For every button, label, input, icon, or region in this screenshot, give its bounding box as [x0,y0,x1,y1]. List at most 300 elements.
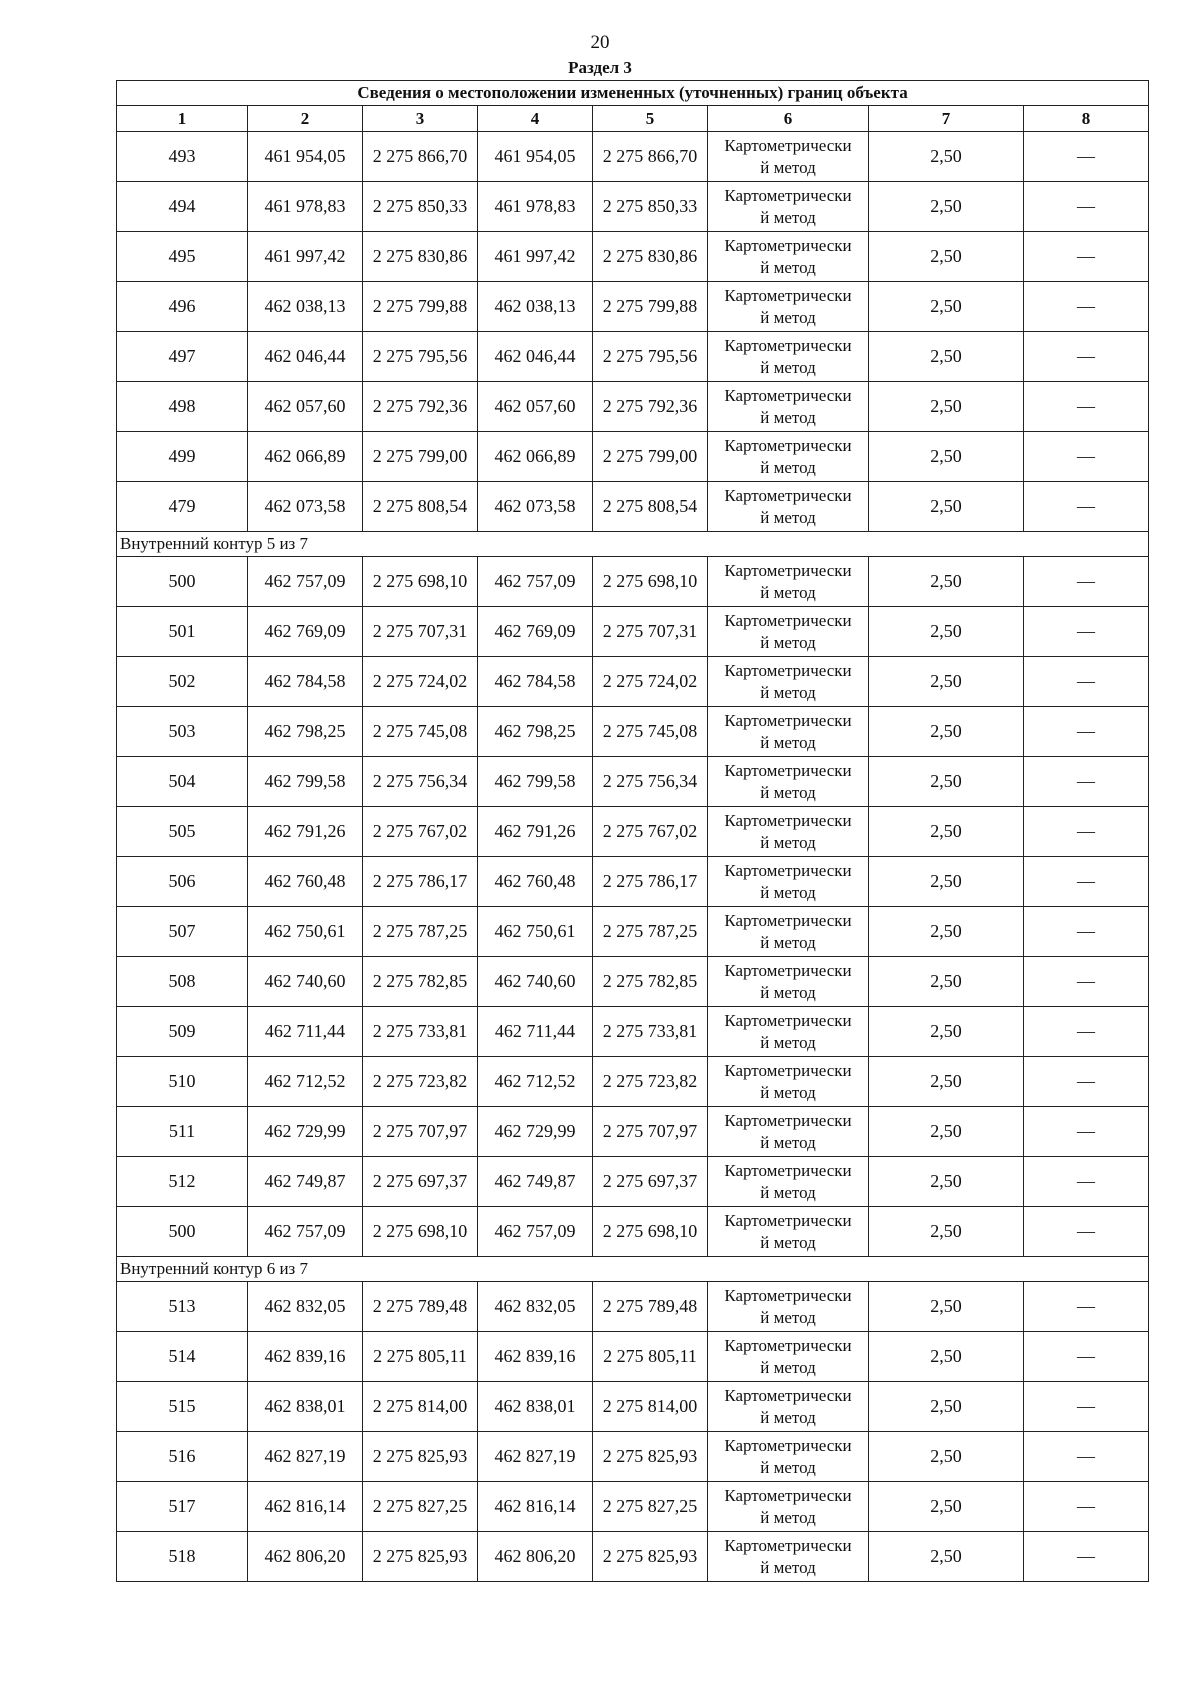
accuracy-cell: 2,50 [869,607,1024,657]
method-cell [708,657,869,707]
point-number-cell: 503 [117,707,248,757]
description-cell: — [1024,282,1149,332]
y-old-cell: 2 275 782,85 [363,957,478,1007]
method-cell [708,432,869,482]
description-cell: — [1024,1207,1149,1257]
y-old-cell: 2 275 756,34 [363,757,478,807]
table-row [117,707,1149,757]
y-old-cell: 2 275 799,00 [363,432,478,482]
method-cell [708,907,869,957]
method-text-line1: Картометрически [724,610,852,630]
method-cell [708,957,869,1007]
method-text-line2: й метод [760,1557,816,1577]
x-new-cell: 462 757,09 [478,557,593,607]
method-text-line1: Картометрически [724,485,852,505]
column-number-row [117,106,1149,132]
point-number-cell: 479 [117,482,248,532]
table-row [117,1207,1149,1257]
x-old-cell: 462 827,19 [248,1432,363,1482]
x-old-cell: 462 784,58 [248,657,363,707]
method-cell [708,857,869,907]
point-number-cell: 517 [117,1482,248,1532]
x-new-cell: 462 066,89 [478,432,593,482]
point-number-cell: 508 [117,957,248,1007]
table-row [117,907,1149,957]
x-new-cell: 462 769,09 [478,607,593,657]
method-text-line2: й метод [760,632,816,652]
method-text-line1: Картометрически [724,1160,852,1180]
method-text-line1: Картометрически [724,1210,852,1230]
accuracy-cell: 2,50 [869,1382,1024,1432]
point-number-cell: 496 [117,282,248,332]
accuracy-cell: 2,50 [869,907,1024,957]
x-old-cell: 462 838,01 [248,1382,363,1432]
table-row [117,1282,1149,1332]
table-row [117,957,1149,1007]
x-old-cell: 461 978,83 [248,182,363,232]
x-new-cell: 461 997,42 [478,232,593,282]
method-cell [708,1382,869,1432]
column-number: 8 [1024,106,1149,132]
description-cell: — [1024,957,1149,1007]
point-number-cell: 514 [117,1332,248,1382]
method-text-line1: Картометрически [724,960,852,980]
description-cell: — [1024,907,1149,957]
x-old-cell: 462 791,26 [248,807,363,857]
y-new-cell: 2 275 782,85 [593,957,708,1007]
x-old-cell: 462 816,14 [248,1482,363,1532]
description-cell: — [1024,807,1149,857]
method-cell [708,1207,869,1257]
accuracy-cell: 2,50 [869,1057,1024,1107]
x-old-cell: 462 757,09 [248,1207,363,1257]
y-new-cell: 2 275 805,11 [593,1332,708,1382]
point-number-cell: 501 [117,607,248,657]
method-cell [708,1057,869,1107]
accuracy-cell: 2,50 [869,232,1024,282]
y-old-cell: 2 275 795,56 [363,332,478,382]
accuracy-cell: 2,50 [869,382,1024,432]
column-number: 6 [708,106,869,132]
method-text-line2: й метод [760,782,816,802]
y-old-cell: 2 275 745,08 [363,707,478,757]
table-row [117,382,1149,432]
method-text-line2: й метод [760,357,816,377]
accuracy-cell: 2,50 [869,1007,1024,1057]
method-text-line2: й метод [760,832,816,852]
y-old-cell: 2 275 866,70 [363,132,478,182]
description-cell: — [1024,382,1149,432]
table-row [117,282,1149,332]
y-new-cell: 2 275 789,48 [593,1282,708,1332]
method-text-line2: й метод [760,307,816,327]
description-cell: — [1024,657,1149,707]
y-old-cell: 2 275 814,00 [363,1382,478,1432]
x-new-cell: 462 757,09 [478,1207,593,1257]
method-cell [708,332,869,382]
table-caption: Сведения о местоположении измененных (уточненных) границ объекта [117,81,1149,106]
description-cell: — [1024,1332,1149,1382]
accuracy-cell: 2,50 [869,657,1024,707]
method-cell [708,807,869,857]
table-row [117,432,1149,482]
y-new-cell: 2 275 799,00 [593,432,708,482]
x-new-cell: 461 978,83 [478,182,593,232]
description-cell: — [1024,707,1149,757]
table-row [117,1432,1149,1482]
x-old-cell: 462 839,16 [248,1332,363,1382]
accuracy-cell: 2,50 [869,132,1024,182]
y-old-cell: 2 275 827,25 [363,1482,478,1532]
x-old-cell: 462 757,09 [248,557,363,607]
y-old-cell: 2 275 724,02 [363,657,478,707]
method-text-line1: Картометрически [724,235,852,255]
method-text-line2: й метод [760,1457,816,1477]
method-cell [708,1107,869,1157]
coordinates-table [116,80,1149,1582]
method-text-line1: Картометрически [724,660,852,680]
table-row [117,1157,1149,1207]
method-text-line1: Картометрически [724,810,852,830]
x-new-cell: 462 838,01 [478,1382,593,1432]
x-old-cell: 462 806,20 [248,1532,363,1582]
method-text-line1: Картометрически [724,285,852,305]
method-text-line2: й метод [760,732,816,752]
y-old-cell: 2 275 733,81 [363,1007,478,1057]
contour-label: Внутренний контур 6 из 7 [117,1257,1149,1282]
y-new-cell: 2 275 795,56 [593,332,708,382]
accuracy-cell: 2,50 [869,807,1024,857]
contour-header-row [117,1257,1149,1282]
method-text-line2: й метод [760,1182,816,1202]
method-text-line1: Картометрически [724,1385,852,1405]
description-cell: — [1024,1057,1149,1107]
table-row [117,182,1149,232]
method-text-line1: Картометрически [724,135,852,155]
point-number-cell: 518 [117,1532,248,1582]
y-old-cell: 2 275 850,33 [363,182,478,232]
point-number-cell: 497 [117,332,248,382]
accuracy-cell: 2,50 [869,857,1024,907]
method-text-line1: Картометрически [724,1110,852,1130]
y-new-cell: 2 275 697,37 [593,1157,708,1207]
x-new-cell: 462 760,48 [478,857,593,907]
x-old-cell: 462 712,52 [248,1057,363,1107]
description-cell: — [1024,1282,1149,1332]
x-new-cell: 462 740,60 [478,957,593,1007]
table-row [117,857,1149,907]
x-old-cell: 462 832,05 [248,1282,363,1332]
x-old-cell: 462 750,61 [248,907,363,957]
method-text-line2: й метод [760,157,816,177]
table-row [117,557,1149,607]
method-text-line1: Картометрически [724,1335,852,1355]
table-row [117,607,1149,657]
method-text-line2: й метод [760,1357,816,1377]
method-text-line1: Картометрически [724,1060,852,1080]
method-text-line2: й метод [760,1232,816,1252]
method-cell [708,757,869,807]
description-cell: — [1024,1482,1149,1532]
column-number: 4 [478,106,593,132]
description-cell: — [1024,332,1149,382]
x-new-cell: 462 816,14 [478,1482,593,1532]
method-cell [708,1007,869,1057]
x-new-cell: 462 057,60 [478,382,593,432]
method-text-line2: й метод [760,407,816,427]
method-text-line1: Картометрически [724,1485,852,1505]
accuracy-cell: 2,50 [869,1332,1024,1382]
point-number-cell: 509 [117,1007,248,1057]
description-cell: — [1024,232,1149,282]
y-new-cell: 2 275 827,25 [593,1482,708,1532]
y-old-cell: 2 275 723,82 [363,1057,478,1107]
method-text-line2: й метод [760,932,816,952]
method-text-line1: Картометрически [724,760,852,780]
point-number-cell: 515 [117,1382,248,1432]
page-number: 20 [590,32,610,53]
y-new-cell: 2 275 707,31 [593,607,708,657]
x-old-cell: 462 711,44 [248,1007,363,1057]
description-cell: — [1024,132,1149,182]
accuracy-cell: 2,50 [869,757,1024,807]
table-body [117,132,1149,1582]
method-cell [708,182,869,232]
y-old-cell: 2 275 698,10 [363,1207,478,1257]
method-text-line2: й метод [760,882,816,902]
x-new-cell: 462 712,52 [478,1057,593,1107]
table-row [117,807,1149,857]
accuracy-cell: 2,50 [869,282,1024,332]
y-new-cell: 2 275 756,34 [593,757,708,807]
accuracy-cell: 2,50 [869,557,1024,607]
method-text-line1: Картометрически [724,385,852,405]
method-text-line2: й метод [760,457,816,477]
accuracy-cell: 2,50 [869,482,1024,532]
method-cell [708,282,869,332]
column-number: 1 [117,106,248,132]
x-new-cell: 462 839,16 [478,1332,593,1382]
x-old-cell: 462 749,87 [248,1157,363,1207]
y-new-cell: 2 275 707,97 [593,1107,708,1157]
table-row [117,1332,1149,1382]
accuracy-cell: 2,50 [869,432,1024,482]
table-row [117,1482,1149,1532]
contour-label: Внутренний контур 5 из 7 [117,532,1149,557]
point-number-cell: 512 [117,1157,248,1207]
description-cell: — [1024,182,1149,232]
description-cell: — [1024,607,1149,657]
x-old-cell: 462 057,60 [248,382,363,432]
point-number-cell: 510 [117,1057,248,1107]
x-old-cell: 461 997,42 [248,232,363,282]
method-text-line2: й метод [760,257,816,277]
method-text-line1: Картометрически [724,910,852,930]
y-old-cell: 2 275 789,48 [363,1282,478,1332]
y-new-cell: 2 275 814,00 [593,1382,708,1432]
y-old-cell: 2 275 825,93 [363,1432,478,1482]
point-number-cell: 506 [117,857,248,907]
column-number: 7 [869,106,1024,132]
y-new-cell: 2 275 830,86 [593,232,708,282]
point-number-cell: 498 [117,382,248,432]
x-new-cell: 462 046,44 [478,332,593,382]
x-new-cell: 462 784,58 [478,657,593,707]
table-row [117,1107,1149,1157]
accuracy-cell: 2,50 [869,332,1024,382]
method-text-line2: й метод [760,1082,816,1102]
point-number-cell: 516 [117,1432,248,1482]
y-new-cell: 2 275 808,54 [593,482,708,532]
x-new-cell: 461 954,05 [478,132,593,182]
description-cell: — [1024,1382,1149,1432]
table-row [117,1382,1149,1432]
y-new-cell: 2 275 698,10 [593,557,708,607]
y-new-cell: 2 275 787,25 [593,907,708,957]
x-old-cell: 462 046,44 [248,332,363,382]
accuracy-cell: 2,50 [869,1107,1024,1157]
accuracy-cell: 2,50 [869,1207,1024,1257]
y-old-cell: 2 275 792,36 [363,382,478,432]
table-row [117,132,1149,182]
description-cell: — [1024,557,1149,607]
point-number-cell: 493 [117,132,248,182]
accuracy-cell: 2,50 [869,1282,1024,1332]
x-new-cell: 462 791,26 [478,807,593,857]
method-text-line2: й метод [760,982,816,1002]
y-old-cell: 2 275 707,97 [363,1107,478,1157]
method-text-line2: й метод [760,1032,816,1052]
y-old-cell: 2 275 808,54 [363,482,478,532]
description-cell: — [1024,1107,1149,1157]
point-number-cell: 500 [117,557,248,607]
table-row [117,332,1149,382]
point-number-cell: 507 [117,907,248,957]
x-new-cell: 462 798,25 [478,707,593,757]
point-number-cell: 505 [117,807,248,857]
point-number-cell: 500 [117,1207,248,1257]
method-cell [708,482,869,532]
accuracy-cell: 2,50 [869,957,1024,1007]
method-cell [708,1332,869,1382]
y-old-cell: 2 275 767,02 [363,807,478,857]
description-cell: — [1024,757,1149,807]
point-number-cell: 504 [117,757,248,807]
y-new-cell: 2 275 745,08 [593,707,708,757]
method-text-line1: Картометрически [724,1535,852,1555]
y-old-cell: 2 275 698,10 [363,557,478,607]
accuracy-cell: 2,50 [869,1482,1024,1532]
description-cell: — [1024,1532,1149,1582]
method-text-line2: й метод [760,1307,816,1327]
y-old-cell: 2 275 787,25 [363,907,478,957]
x-old-cell: 462 799,58 [248,757,363,807]
description-cell: — [1024,1432,1149,1482]
table-row [117,1057,1149,1107]
y-new-cell: 2 275 799,88 [593,282,708,332]
method-text-line2: й метод [760,1132,816,1152]
y-old-cell: 2 275 799,88 [363,282,478,332]
table-caption-row [117,81,1149,106]
y-new-cell: 2 275 792,36 [593,382,708,432]
method-cell [708,1282,869,1332]
method-text-line2: й метод [760,207,816,227]
y-new-cell: 2 275 724,02 [593,657,708,707]
y-old-cell: 2 275 805,11 [363,1332,478,1382]
y-new-cell: 2 275 786,17 [593,857,708,907]
method-text-line2: й метод [760,1507,816,1527]
x-new-cell: 462 073,58 [478,482,593,532]
method-cell [708,132,869,182]
method-text-line1: Картометрически [724,560,852,580]
y-old-cell: 2 275 830,86 [363,232,478,282]
method-text-line1: Картометрически [724,335,852,355]
point-number-cell: 494 [117,182,248,232]
column-number: 5 [593,106,708,132]
method-cell [708,1157,869,1207]
accuracy-cell: 2,50 [869,1157,1024,1207]
x-old-cell: 462 769,09 [248,607,363,657]
method-text-line1: Картометрически [724,860,852,880]
point-number-cell: 502 [117,657,248,707]
table-row [117,232,1149,282]
table-row [117,482,1149,532]
method-text-line1: Картометрически [724,1435,852,1455]
x-new-cell: 462 749,87 [478,1157,593,1207]
point-number-cell: 499 [117,432,248,482]
accuracy-cell: 2,50 [869,707,1024,757]
method-cell [708,707,869,757]
method-text-line2: й метод [760,682,816,702]
method-text-line1: Картометрически [724,710,852,730]
description-cell: — [1024,432,1149,482]
method-cell [708,557,869,607]
table-row [117,1007,1149,1057]
y-old-cell: 2 275 786,17 [363,857,478,907]
column-number: 3 [363,106,478,132]
y-new-cell: 2 275 698,10 [593,1207,708,1257]
accuracy-cell: 2,50 [869,1532,1024,1582]
table-row [117,757,1149,807]
x-new-cell: 462 038,13 [478,282,593,332]
y-new-cell: 2 275 825,93 [593,1432,708,1482]
x-new-cell: 462 806,20 [478,1532,593,1582]
x-new-cell: 462 729,99 [478,1107,593,1157]
method-cell [708,607,869,657]
contour-header-row [117,532,1149,557]
x-old-cell: 462 798,25 [248,707,363,757]
accuracy-cell: 2,50 [869,182,1024,232]
x-old-cell: 462 740,60 [248,957,363,1007]
x-new-cell: 462 832,05 [478,1282,593,1332]
y-new-cell: 2 275 767,02 [593,807,708,857]
method-cell [708,382,869,432]
method-cell [708,232,869,282]
y-new-cell: 2 275 733,81 [593,1007,708,1057]
method-text-line1: Картометрически [724,185,852,205]
accuracy-cell: 2,50 [869,1432,1024,1482]
x-new-cell: 462 711,44 [478,1007,593,1057]
table-row [117,1532,1149,1582]
x-old-cell: 462 066,89 [248,432,363,482]
method-text-line1: Картометрически [724,1285,852,1305]
method-cell [708,1432,869,1482]
point-number-cell: 511 [117,1107,248,1157]
y-old-cell: 2 275 707,31 [363,607,478,657]
y-old-cell: 2 275 825,93 [363,1532,478,1582]
y-new-cell: 2 275 850,33 [593,182,708,232]
method-text-line1: Картометрически [724,435,852,455]
